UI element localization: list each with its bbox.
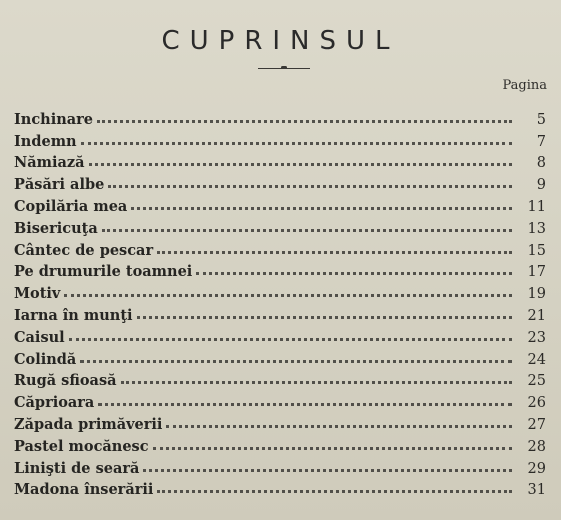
table-of-contents	[14, 106, 546, 498]
toc-entry	[14, 106, 546, 128]
dot-leader	[157, 489, 512, 493]
dot-leader	[157, 250, 512, 254]
toc-entry-page-number: 31	[527, 482, 546, 499]
toc-entry-title: Indemn	[14, 132, 77, 150]
toc-entry	[14, 193, 546, 215]
dot-leader	[121, 380, 512, 384]
toc-entry-page-number: 28	[527, 438, 546, 455]
dot-leader	[69, 337, 512, 341]
toc-entry-page-number: 15	[527, 242, 546, 259]
toc-entry-page-number: 8	[536, 155, 546, 172]
toc-entry-title: Colindă	[14, 350, 77, 368]
toc-entry-page-number: 29	[527, 460, 546, 477]
dot-leader	[196, 271, 512, 275]
dot-leader	[98, 402, 512, 406]
toc-entry	[14, 433, 546, 455]
toc-entry-page-number: 24	[527, 351, 546, 368]
dot-leader	[131, 206, 512, 210]
toc-entry-title: Madona înserării	[14, 481, 154, 499]
toc-entry-title: Nămiază	[14, 154, 85, 172]
toc-entry	[14, 477, 546, 499]
toc-entry	[14, 128, 546, 150]
toc-entry-page-number: 21	[527, 307, 546, 324]
toc-entry-title: Linişti de seară	[14, 459, 140, 477]
toc-entry	[14, 411, 546, 433]
dot-leader	[64, 293, 512, 297]
toc-entry	[14, 346, 546, 368]
toc-entry-title: Cântec de pescar	[14, 241, 154, 259]
toc-entry-page-number: 25	[527, 373, 546, 390]
toc-entry-title: Rugă sfioasă	[14, 372, 117, 390]
toc-entry-page-number: 27	[527, 416, 546, 433]
toc-entry	[14, 368, 546, 390]
toc-entry-title: Iarna în munţi	[14, 306, 133, 324]
toc-entry-page-number: 9	[536, 177, 546, 194]
dot-leader	[108, 184, 512, 188]
toc-entry	[14, 302, 546, 324]
toc-entry-title: Copilăria mea	[14, 197, 128, 215]
toc-entry	[14, 237, 546, 259]
dot-leader	[102, 228, 512, 232]
toc-entry	[14, 455, 546, 477]
toc-entry-title: Bisericuţa	[14, 219, 98, 237]
toc-entry-page-number: 19	[527, 286, 546, 303]
title-divider-ornament	[281, 66, 287, 69]
toc-entry-page-number: 7	[536, 133, 546, 150]
toc-entry-title: Motiv	[14, 285, 61, 303]
toc-entry-page-number: 11	[527, 198, 546, 215]
toc-entry	[14, 280, 546, 302]
toc-entry-page-number: 13	[527, 220, 546, 237]
toc-entry-title: Zăpada primăverii	[14, 415, 163, 433]
toc-entry-title: Caisul	[14, 328, 65, 346]
toc-entry-title: Căprioara	[14, 394, 95, 412]
toc-entry	[14, 259, 546, 281]
toc-entry-title: Inchinare	[14, 110, 94, 128]
dot-leader	[143, 468, 512, 472]
toc-entry	[14, 215, 546, 237]
toc-entry	[14, 150, 546, 172]
dot-leader	[89, 162, 512, 166]
page-column-label: Pagina	[502, 78, 547, 93]
toc-entry-page-number: 5	[536, 111, 546, 128]
dot-leader	[80, 359, 512, 363]
toc-entry-title: Pastel mocănesc	[14, 437, 149, 455]
toc-entry-title: Păsări albe	[14, 176, 105, 194]
dot-leader	[153, 446, 512, 450]
toc-entry-title: Pe drumurile toamnei	[14, 263, 193, 281]
dot-leader	[137, 315, 512, 319]
toc-entry	[14, 171, 546, 193]
dot-leader	[97, 119, 512, 123]
toc-entry-page-number: 17	[527, 264, 546, 281]
page-title: CUPRINSUL	[161, 26, 400, 56]
toc-entry-page-number: 26	[527, 395, 546, 412]
dot-leader	[166, 424, 512, 428]
toc-entry	[14, 389, 546, 411]
toc-entry-page-number: 23	[527, 329, 546, 346]
dot-leader	[81, 141, 512, 145]
toc-entry	[14, 324, 546, 346]
